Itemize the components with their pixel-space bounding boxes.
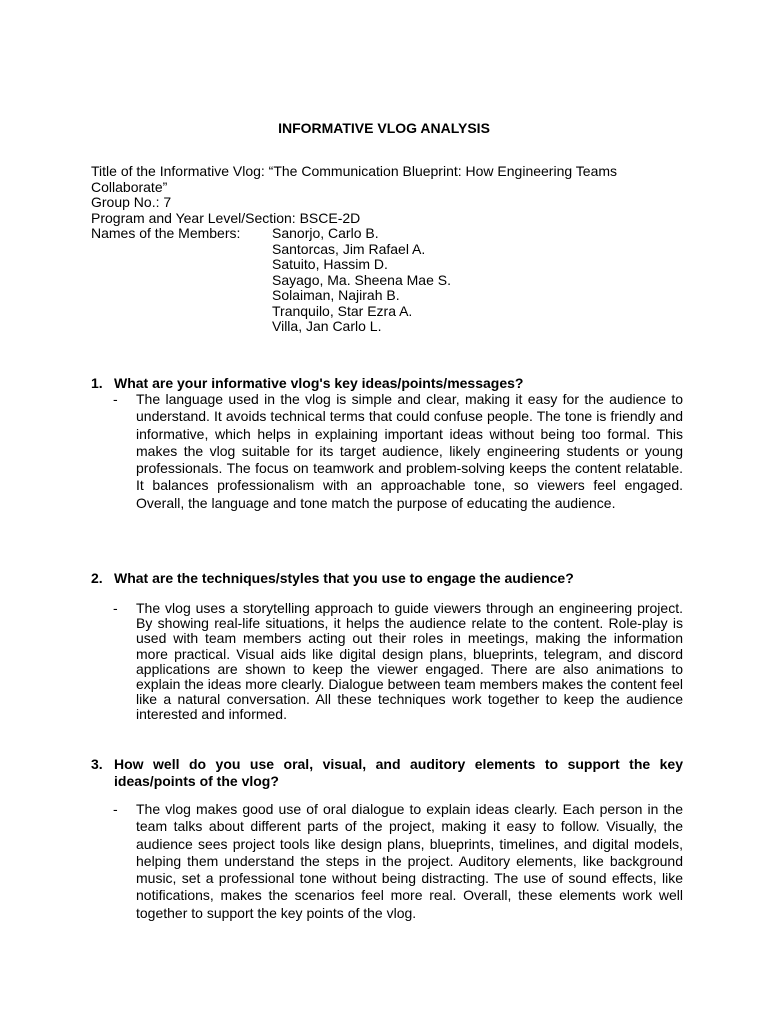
members-row [91,226,681,335]
question-number: 2. [91,570,103,586]
answer-text: The language used in the vlog is simple and clear, making it easy for the audience to understand. It avoids technical terms that could confuse people. The tone is friendly and informative, which helps in explaining important ideas without being too formal. This makes the vlog suitable for its target audience, likely engineering students or young professionals. The focus on teamwork and problem-solving keeps the content relatable. It balances professionalism with an approachable tone, so viewers feel engaged. Overall, the language and tone match the purpose of educating the audience. [136,391,683,511]
group-number-line: Group No.: 7 [91,194,172,210]
member-name: Villa, Jan Carlo L. [272,318,382,334]
question-number: 3. [91,756,103,772]
member-name: Sanorjo, Carlo B. [272,225,379,241]
question-text: What are your informative vlog's key ideas/points/messages? [114,375,524,391]
vlog-info-block [91,164,681,335]
bullet-dash: - [113,600,118,616]
members-list [272,226,681,335]
question-number: 1. [91,375,103,391]
bullet-dash: - [113,801,118,817]
question-1 [91,375,683,392]
answer-text: The vlog uses a storytelling approach to guide viewers through an engineering project. By showing real-life situations, it helps the audience relate to the content. Role-play is used with team members acting out their roles in meetings, making the information more practical. Visual aids like digital design plans, blueprints, telegram, and discord applications are shown to keep the viewer engaged. There are also animations to explain the ideas more clearly. Dialogue between team members makes the content feel like a natural conversation. All these techniques work together to keep the audience interested and informed. [136,600,683,723]
bullet-dash: - [113,391,118,407]
question-text: What are the techniques/styles that you use to engage the audience? [114,570,574,586]
answer-3 [113,801,683,922]
members-label: Names of the Members: [91,225,241,241]
question-text: How well do you use oral, visual, and auditory elements to support the key ideas/points of the vlog? [114,756,683,789]
program-section-line: Program and Year Level/Section: BSCE-2D [91,209,361,226]
member-name: Tranquilo, Star Ezra A. [272,302,413,319]
question-3 [91,756,683,790]
vlog-title-line: Title of the Informative Vlog: “The Communication Blueprint: How Engineering Teams Collaborate” [91,163,618,195]
answer-1 [113,391,683,512]
member-name: Santorcas, Jim Rafael A. [272,240,426,257]
member-name: Satuito, Hassim D. [272,256,388,272]
member-name: Solaiman, Najirah B. [272,287,400,303]
answer-text: The vlog makes good use of oral dialogue to explain ideas clearly. Each person in the team talks about different parts of the project, making it easy to follow. Visually, the audience sees project tools like design plans, blueprints, timelines, and digital models, helping them understand the steps in the project. Auditory elements, like background music, set a professional tone without being distracting. The use of sound effects, like notifications, makes the scenarios feel more real. Overall, these elements work well together to support the key points of the vlog. [136,801,683,921]
member-name: Sayago, Ma. Sheena Mae S. [272,271,451,288]
document-title: INFORMATIVE VLOG ANALYSIS [278,120,490,136]
answer-2 [113,601,683,723]
question-2 [91,570,683,587]
